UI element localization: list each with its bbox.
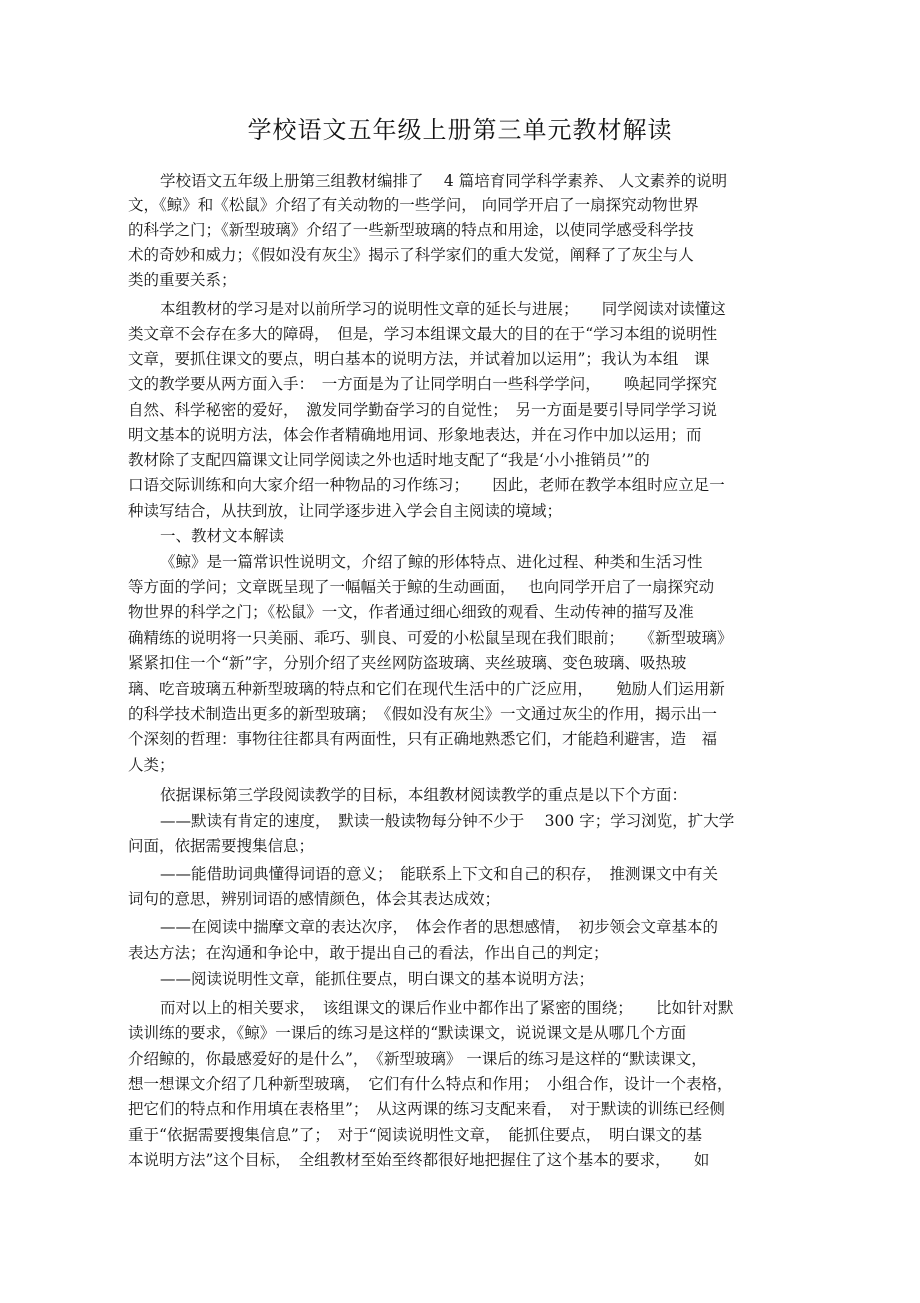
list-item: ——默读有肯定的速度， 默读一般读物每分钟不少于 300 字；学习浏览，扩大学 (160, 812, 735, 830)
paragraph-line: 人类； (128, 756, 175, 774)
paragraph-line: 种读写结合，从扶到放，让同学逐步进入学会自主阅读的境域； (128, 502, 563, 520)
paragraph-line: 教材除了支配四篇课文让同学阅读之外也适时地支配了“我是‘小小推销员’”的 (128, 451, 650, 469)
paragraph-line: 明文基本的说明方法，体会作者精确地用词、形象地表达，并在习作中加以运用；而 (128, 426, 702, 444)
section-heading: 一、教材文本解读 (160, 527, 285, 545)
paragraph-line: 重于“依据需要搜集信息”了； 对于“阅读说明性文章， 能抓住要点， 明白课文的基 (128, 1126, 703, 1144)
paragraph-line: 的科学技术制造出更多的新型玻璃； 《假如没有灰尘》一文通过灰尘的作用，揭示出一 (128, 705, 718, 723)
paragraph-line: 术的奇妙和威力；《假如没有灰尘》揭示了科学家们的重大发觉，阐释了了灰尘与人 (128, 246, 694, 264)
paragraph-line: 自然、科学秘密的爱好， 激发同学勤奋学习的自觉性； 另一方面是要引导同学学习说 (128, 401, 718, 419)
paragraph-line: 文的教学要从两方面入手： 一方面是为了让同学明白一些科学学问， 唤起同学探究 (128, 375, 718, 393)
paragraph-line: 璃、吃音玻璃五种新型玻璃的特点和它们在现代生活中的广泛应用， 勉励人们运用新 (128, 680, 725, 698)
paragraph-line: 《鲸》是一篇常识性说明文，介绍了鲸的形体特点、进化过程、种类和生活习性 (160, 553, 703, 571)
paragraph-line: 类文章不会存在多大的障碍， 但是，学习本组课文最大的目的在于“学习本组的说明性 (128, 325, 718, 343)
paragraph-line: 想一想课文介绍了几种新型玻璃， 它们有什么特点和作用； 小组合作，设计一个表格， (128, 1075, 733, 1093)
paragraph-line: 等方面的学问；文章既呈现了一幅幅关于鲸的生动画面， 也向同学开启了一扇探究动 (128, 578, 715, 596)
list-item-continuation: 表达方法；在沟通和争论中，敢于提出自己的看法，作出自己的判定； (128, 944, 609, 962)
paragraph-line: 个深刻的哲理：事物往往都具有两面性，只有正确地熟悉它们，才能趋利避害，造 福 (128, 730, 718, 748)
paragraph-line: 紧紧扣住一个“新”字，分别介绍了夹丝网防盗玻璃、夹丝玻璃、变色玻璃、吸热玻 (128, 654, 687, 672)
list-item-continuation: 词句的意思，辨别词语的感情颜色，体会其表达成效； (128, 890, 501, 908)
paragraph-line: 文，《鲸》和《松鼠》介绍了有关动物的一些学问， 向同学开启了一扇探究动物世界 (128, 196, 699, 214)
paragraph-line: 读训练的要求，《鲸》一课后的练习是这样的“默读课文，说说课文是从哪几个方面 (128, 1024, 687, 1042)
paragraph-line: 口语交际训练和向大家介绍一种物品的习作练习； 因此，老师在教学本组时应立足一 (128, 476, 725, 494)
document-title: 学校语文五年级上册第三单元教材解读 (247, 116, 673, 144)
paragraph-line: 文章，要抓住课文的要点，明白基本的说明方法，并试着加以运用”；我认为本组 课 (128, 350, 710, 368)
paragraph-line: 物世界的科学之门；《松鼠》一文，作者通过细心细致的观看、生动传神的描写及准 (128, 603, 694, 621)
paragraph-line: 把它们的特点和作用填在表格里”； 从这两课的练习支配来看， 对于默读的训练已经侧 (128, 1100, 725, 1118)
paragraph-line: 确精练的说明将一只美丽、乖巧、驯良、可爱的小松鼠呈现在我们眼前； 《新型玻璃》 (128, 629, 733, 647)
list-item: ——阅读说明性文章，能抓住要点，明白课文的基本说明方法； (160, 970, 595, 988)
paragraph-line: 本组教材的学习是对以前所学习的说明性文章的延长与进展； 同学阅读对读懂这 (160, 300, 726, 318)
paragraph-line: 本说明方法”这个目标， 全组教材至始至终都很好地把握住了这个基本的要求， 如 (128, 1151, 710, 1169)
paragraph-line: 而对以上的相关要求， 该组课文的课后作业中都作出了紧密的围绕； 比如针对默 (160, 999, 734, 1017)
paragraph-line: 介绍鲸的，你最感爱好的是什么”， 《新型玻璃》 一课后的练习是这样的“默读课文， (128, 1050, 707, 1068)
list-item: ——在阅读中揣摩文章的表达次序， 体会作者的思想感情， 初步领会文章基本的 (160, 918, 719, 936)
paragraph-line: 的科学之门；《新型玻璃》介绍了一些新型玻璃的特点和用途，以使同学感受科学技 (128, 221, 694, 239)
paragraph-line: 类的重要关系； (128, 271, 237, 289)
paragraph-line: 学校语文五年级上册第三组教材编排了 4 篇培育同学科学素养、 人文素养的说明 (160, 172, 728, 190)
list-item-continuation: 问面，依据需要搜集信息； (128, 837, 315, 855)
list-item: ——能借助词典懂得词语的意义； 能联系上下文和自己的积存， 推测课文中有关 (160, 865, 719, 883)
paragraph-line: 依据课标第三学段阅读教学的目标，本组教材阅读教学的重点是以下个方面： (160, 786, 688, 804)
